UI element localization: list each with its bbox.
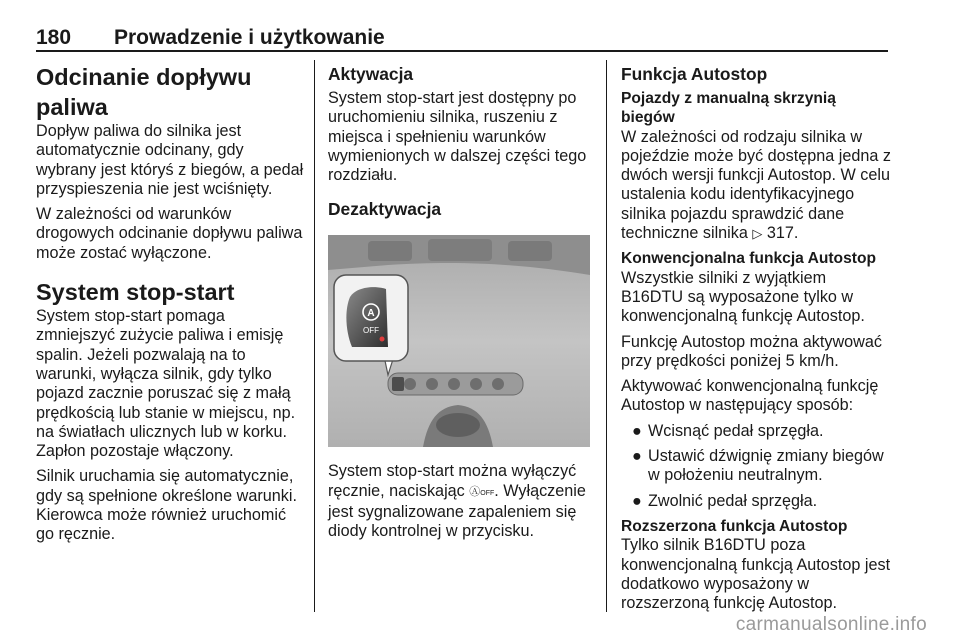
bullet-icon: ● (632, 491, 642, 510)
page-ref-arrow-icon: ▷ (752, 226, 763, 242)
list-item: ● Ustawić dźwignię zmiany biegów w położeniu neutralnym. (632, 447, 884, 485)
running-title: Prowadzenie i użytkowanie (114, 26, 385, 49)
subheading-activation: Aktywacja (328, 64, 414, 84)
paragraph: Funkcję Autostop można aktywować przy prędkości poniżej 5 km/h. (621, 332, 882, 370)
bullet-icon: ● (632, 421, 642, 440)
paragraph-deactivation: System stop-start można wyłączyć ręcznie, naciskając ⒶOFF. Wyłączenie jest sygnalizowane zapaleniem się diody kontrolnej w przycisku. (328, 462, 586, 541)
paragraph: Silnik uruchamia się automatycznie, gdy są spełnione określone warunki. Kierowca może również uruchomić go ręcznie. (36, 467, 297, 544)
svg-text:A: A (367, 308, 375, 320)
autostop-off-icon: ⒶOFF (469, 485, 495, 498)
steps-list (621, 422, 891, 511)
column-2 (328, 62, 598, 548)
page-number: 180 (36, 26, 72, 49)
button-off-label: OFF (363, 326, 379, 336)
section-heading-stop-start: System stop-start (36, 279, 235, 306)
paragraph: Wszystkie silniki z wyjątkiem B16DTU są wyposażone tylko w konwencjonalną funkcję Autostop. (621, 268, 865, 326)
paragraph: W zależności od warunków drogowych odcinanie dopływu paliwa może zostać wyłączone. (36, 205, 303, 262)
list-item: ● Wcisnąć pedał sprzęgła. (632, 421, 824, 440)
subheading-manual-gearbox: Pojazdy z manualną skrzynią biegów (621, 90, 836, 127)
subheading-conventional-autostop: Konwencjonalna funkcja Autostop (621, 250, 876, 268)
paragraph: System stop-start jest dostępny po uruchomieniu silnika, ruszeniu z miejsca i spełnieniu warunków wymienionych w dalszej części tego rozdziału. (328, 89, 587, 185)
column-divider-1 (314, 60, 315, 612)
section-heading-fuel-cutoff: Odcinanie dopływu paliwa (36, 64, 252, 120)
paragraph: Aktywować konwencjonalną funkcję Autostop w następujący sposób: (621, 377, 879, 415)
subheading-autostop: Funkcja Autostop (621, 64, 768, 84)
paragraph: Tylko silnik B16DTU poza konwencjonalną funkcją Autostop jest dodatkowo wyposażony w rozszerzoną funkcję Autostop. (621, 536, 891, 613)
paragraph: Dopływ paliwa do silnika jest automatycznie odcinany, gdy wybrany jest któryś z biegów, a pedał przyspieszenia nie jest wciśnięty. (36, 122, 304, 198)
column-divider-2 (606, 60, 607, 612)
paragraph: System stop-start pomaga zmniejszyć zużycie paliwa i emisję spalin. Jeżeli pozwalają na to warunki, wyłącza silnik, gdy tylko pojazd zacznie poruszać się z małą prędkością lub stanie w miejscu, np. na światłach ulicznych lub w korku. Zapłon pozostaje włączony. (36, 307, 296, 461)
page-ref: 317 (766, 224, 794, 243)
list-item: ● Zwolnić pedał sprzęgła. (632, 491, 818, 510)
header-rule (36, 50, 888, 52)
column-1 (36, 62, 304, 551)
watermark: carmanualsonline.info (735, 614, 927, 635)
paragraph: W zależności od rodzaju silnika w pojeździe może być dostępna jedna z dwóch wersji funkcji Autostop. W celu ustalenia kodu identyfikacyjnego silnika pojazdu sprawdzić dane techniczne silnika ▷ 317. (621, 127, 891, 243)
bullet-icon: ● (632, 447, 642, 466)
subheading-deactivation: Dezaktywacja (328, 199, 442, 220)
page-header (36, 26, 888, 52)
subheading-extended-autostop: Rozszerzona funkcja Autostop (621, 517, 848, 535)
column-3 (621, 62, 891, 619)
stop-start-button-photo (328, 235, 590, 447)
